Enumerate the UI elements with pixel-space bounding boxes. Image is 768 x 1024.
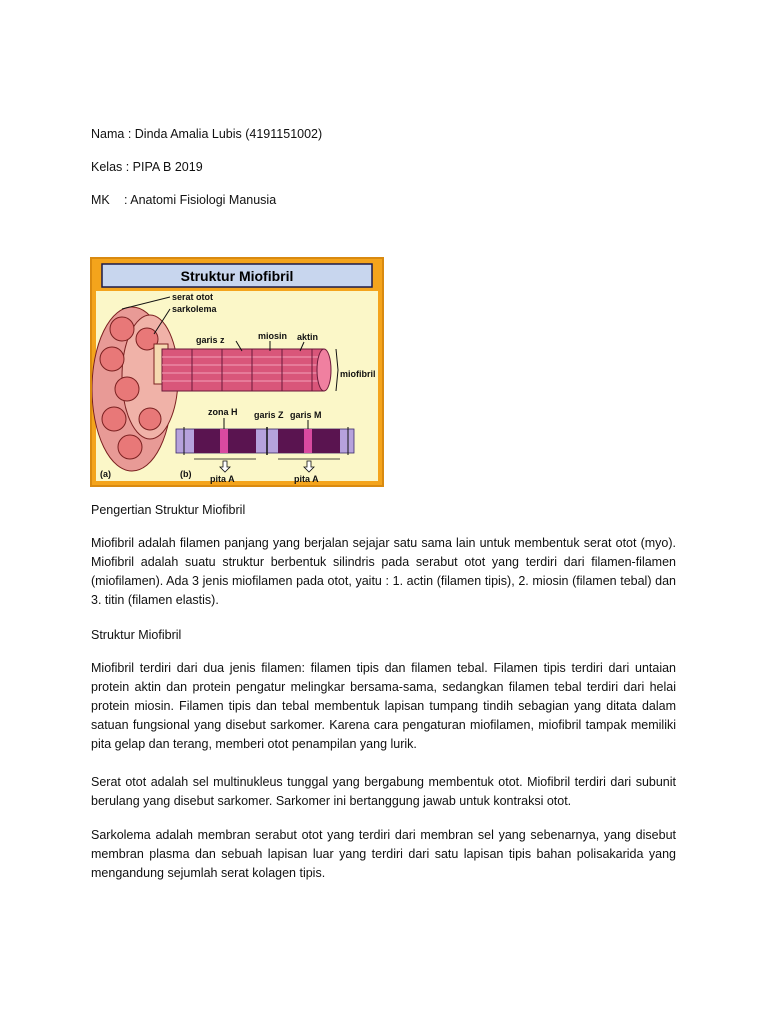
student-class: Kelas : PIPA B 2019	[91, 160, 203, 174]
section-heading-struktur: Struktur Miofibril	[91, 628, 182, 642]
section-heading-pengertian: Pengertian Struktur Miofibril	[91, 503, 246, 517]
course-line	[91, 193, 276, 207]
label-miofibril: miofibril	[340, 369, 376, 379]
label-panel-b: (b)	[180, 469, 192, 479]
sarcomere-band	[176, 427, 354, 455]
student-name: Nama : Dinda Amalia Lubis (4191151002)	[91, 127, 323, 141]
course-key: MK	[91, 193, 110, 207]
label-zona-h: zona H	[208, 407, 238, 417]
label-pita-a-2: pita A	[294, 474, 319, 484]
myofibril-cylinder	[162, 349, 331, 391]
paragraph-struktur-3: Sarkolema adalah membran serabut otot yang terdiri dari membran sel yang sebenarnya, yang disebut membran plasma dan sebuah lapisan luar yang terdiri dari satu lapisan tipis bahan polisakarida yang mengandung sejumlah serat kolagen tipis.	[91, 828, 676, 880]
label-garis-z: garis z	[196, 335, 225, 345]
label-garis-z-2: garis Z	[254, 410, 284, 420]
label-sarkolema: sarkolema	[172, 304, 217, 314]
label-miosin: miosin	[258, 331, 288, 341]
label-aktin: aktin	[297, 332, 319, 342]
paragraph-pengertian: Miofibril adalah filamen panjang yang berjalan sejajar satu sama lain untuk membentuk serat otot (myo). Miofibril adalah suatu struktur berbentuk silindris pada serabut otot yang terdiri dari filamen-filamen (miofilamen). Ada 3 jenis miofilamen pada otot, yaitu : 1. actin (filamen tipis), 2. miosin (filamen tebal) dan 3. titin (filamen elastis).	[91, 536, 676, 607]
label-pita-a-1: pita A	[210, 474, 235, 484]
paragraph-struktur-1: Miofibril terdiri dari dua jenis filamen: filamen tipis dan filamen tebal. Filamen tipis terdiri dari untaian protein aktin dan protein pengatur melingkar bersama-sama, sedangkan filamen tebal terdiri dari helai protein miosin. Filamen tipis dan tebal membentuk lapisan tumpang tindih sebagian yang ditata dalam satuan fungsional yang disebut sarkomer. Karena cara pengaturan miofilamen, miofibril tampak memiliki pita gelap dan terang, memberi otot penampilan yang lurik.	[91, 661, 676, 751]
course-value: : Anatomi Fisiologi Manusia	[124, 193, 277, 207]
label-garis-m: garis M	[290, 410, 322, 420]
figure-title: Struktur Miofibril	[180, 268, 294, 284]
myofibril-figure	[90, 257, 384, 487]
label-serat-otot: serat otot	[172, 292, 214, 302]
paragraph-struktur-2: Serat otot adalah sel multinukleus tunggal yang bergabung membentuk otot. Miofibril terdiri dari subunit berulang yang disebut sarkomer. Sarkomer ini bertanggung jawab untuk kontraksi otot.	[91, 775, 676, 808]
myofibril-diagram	[92, 259, 382, 485]
label-panel-a: (a)	[100, 469, 111, 479]
